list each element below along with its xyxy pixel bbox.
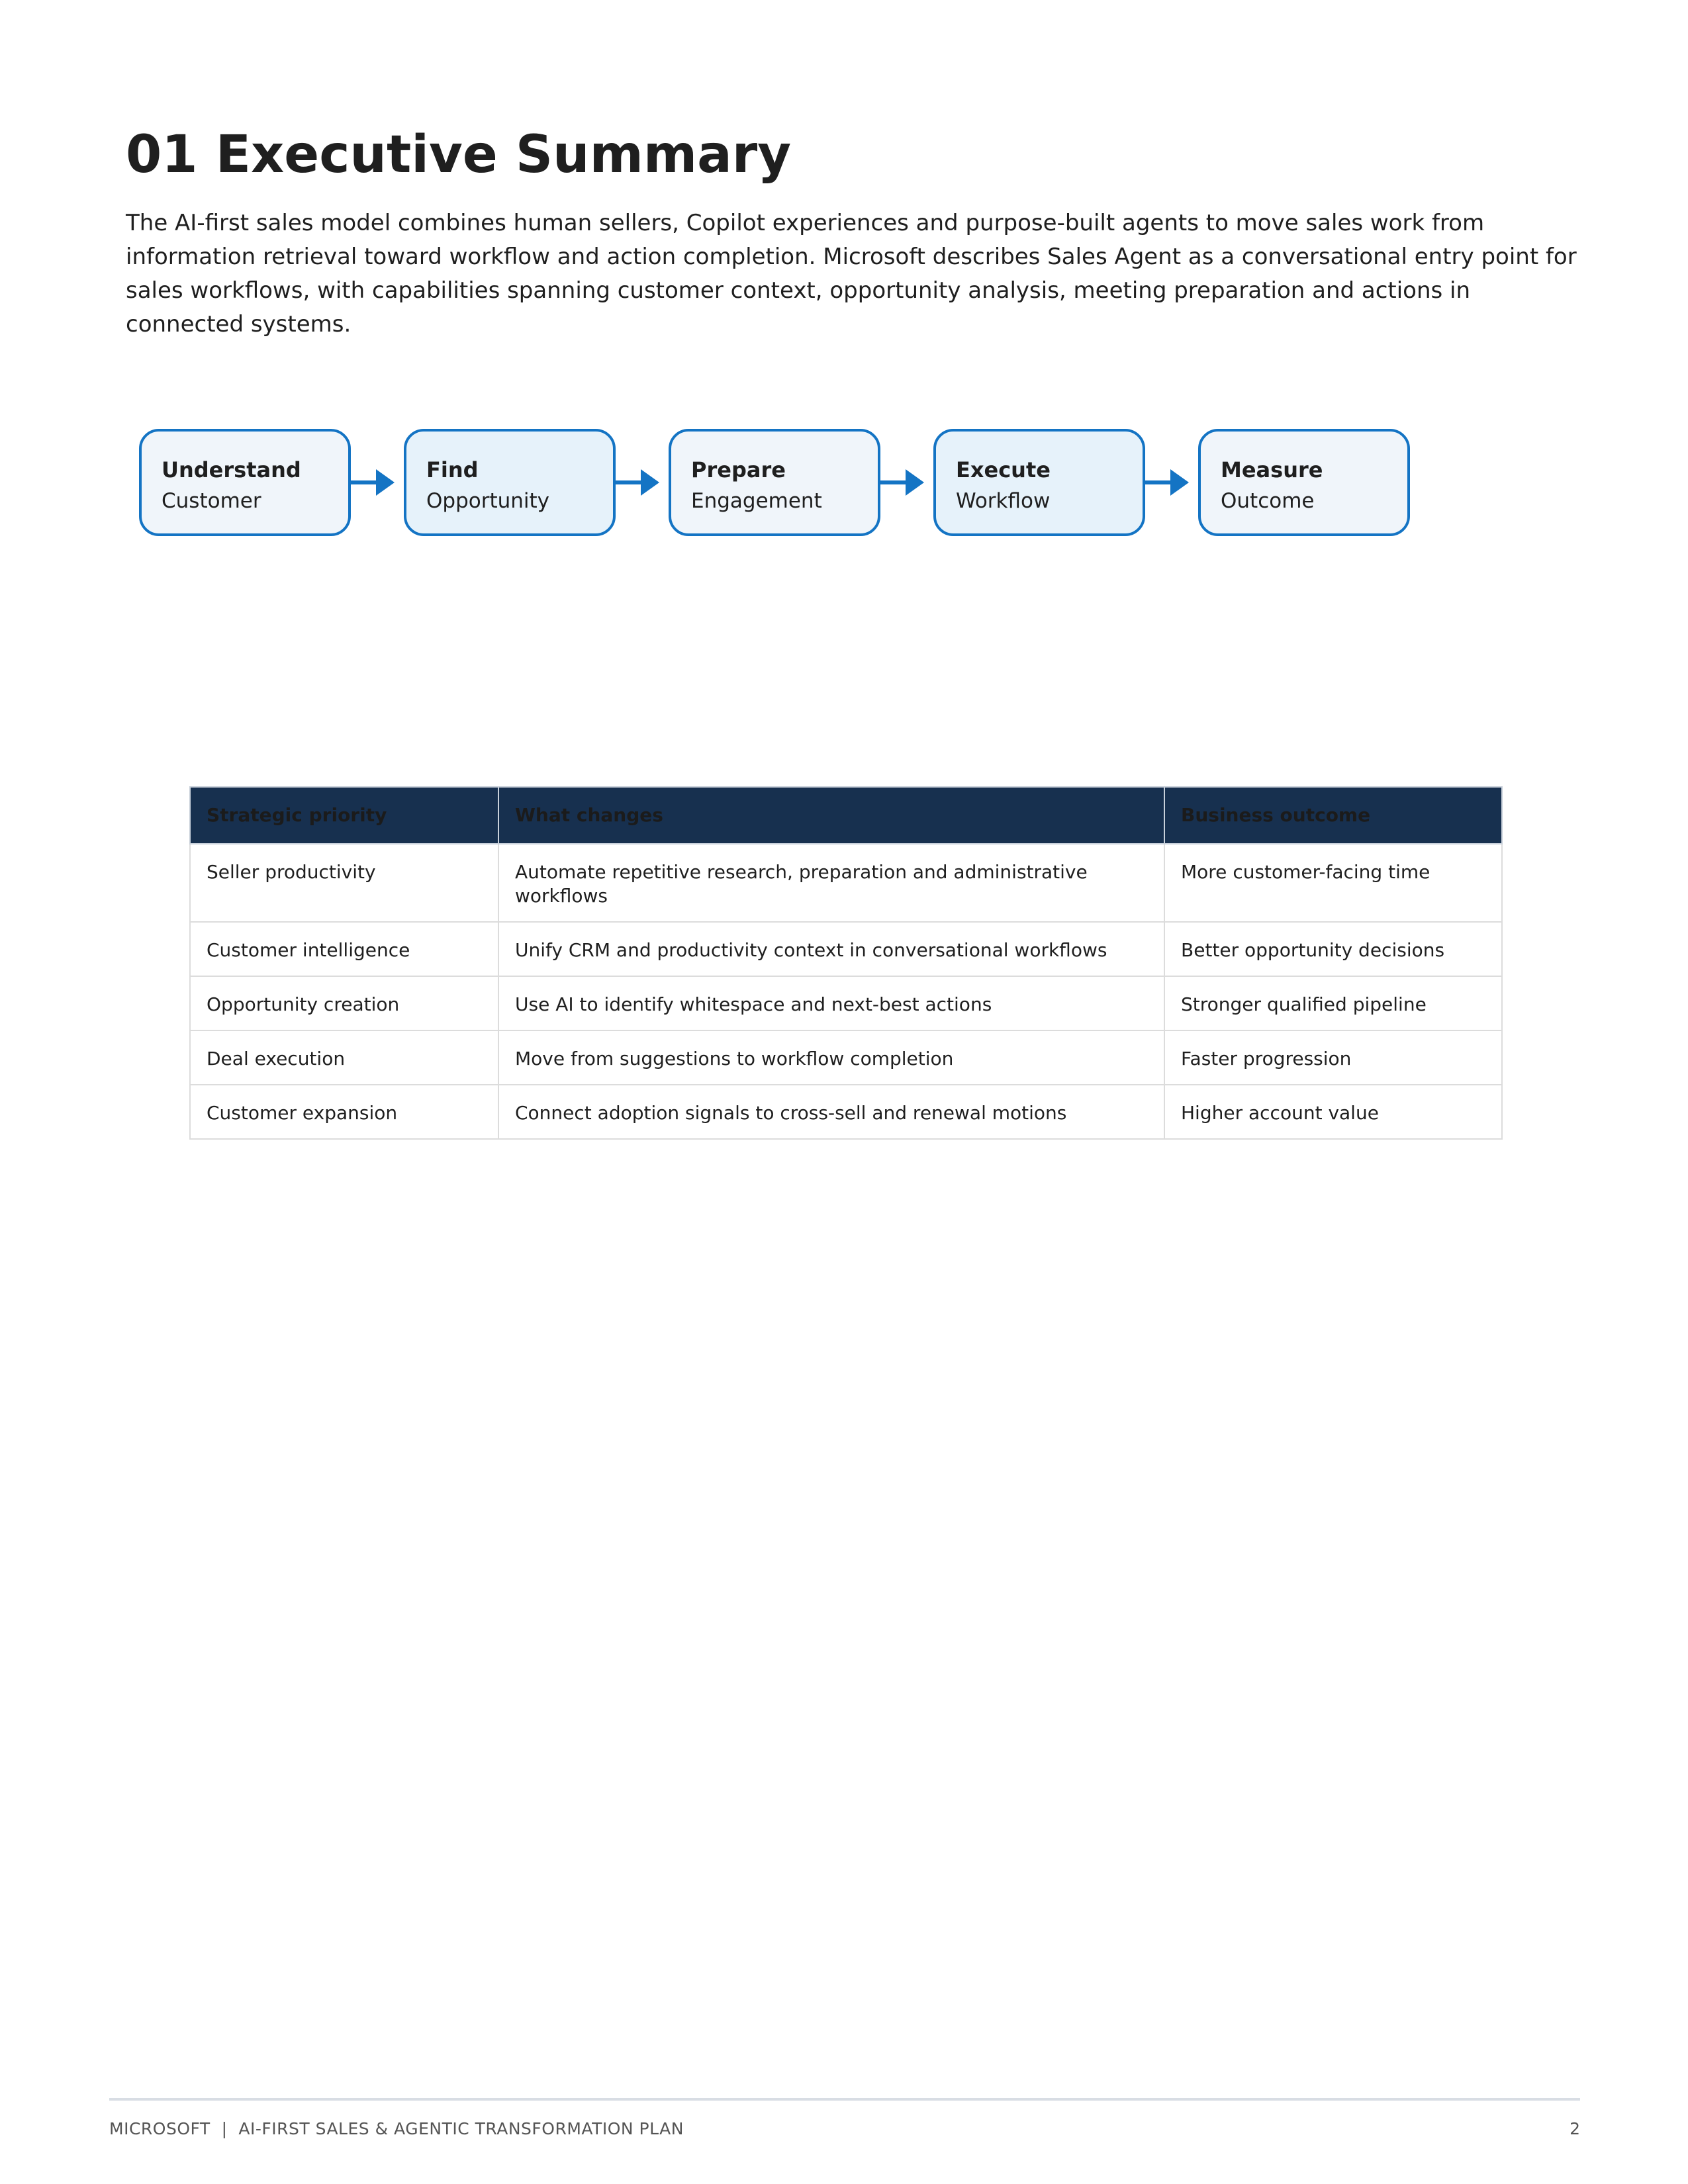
- table-cell: Higher account value: [1164, 1085, 1502, 1139]
- flow-step-measure: [1198, 429, 1410, 536]
- table-header-row: [190, 787, 1502, 844]
- table-cell: Use AI to identify whitespace and next-best actions: [498, 976, 1164, 1030]
- footer-text: MICROSOFT | AI-FIRST SALES & AGENTIC TRANSFORMATION PLAN: [109, 2119, 684, 2138]
- flow-step-understand: [139, 429, 351, 536]
- flow-step-title: Prepare: [691, 457, 786, 482]
- priorities-table: [189, 786, 1503, 1140]
- page-number: 2: [1570, 2119, 1580, 2138]
- flow-step-title: Measure: [1221, 457, 1323, 482]
- page-title: 01 Executive Summary: [126, 125, 792, 185]
- table-header-cell: Business outcome: [1164, 787, 1502, 844]
- table-cell: Opportunity creation: [190, 976, 498, 1030]
- table-row: [190, 922, 1502, 976]
- arrow-right-icon: [616, 463, 669, 502]
- table-cell: More customer-facing time: [1164, 844, 1502, 922]
- table-row: [190, 1030, 1502, 1085]
- arrow-right-icon: [351, 463, 404, 502]
- intro-paragraph: The AI-first sales model combines human sellers, Copilot experiences and purpose-built agents to move sales work from information retrieval toward workflow and action completion. Microsoft describes Sales Agent as a conversational entry point for sales workflows, with capabilities spanning customer context, opportunity analysis, meeting preparation and actions in connected systems.: [126, 210, 1577, 338]
- table-row: [190, 976, 1502, 1030]
- flow-step-find: [404, 429, 616, 536]
- flow-step-subtitle: Outcome: [1221, 489, 1315, 513]
- table-header-cell: Strategic priority: [190, 787, 498, 844]
- table-header-cell: What changes: [498, 787, 1164, 844]
- arrow-right-icon: [880, 463, 933, 502]
- flow-step-prepare: [669, 429, 880, 536]
- flow-step-subtitle: Customer: [162, 489, 261, 513]
- table-cell: Automate repetitive research, preparation and administrative workflows: [498, 844, 1164, 922]
- table-cell: Faster progression: [1164, 1030, 1502, 1085]
- arrow-right-icon: [1145, 463, 1198, 502]
- table-cell: Customer intelligence: [190, 922, 498, 976]
- table-cell: Unify CRM and productivity context in conversational workflows: [498, 922, 1164, 976]
- flow-step-title: Execute: [956, 457, 1051, 482]
- table-cell: Deal execution: [190, 1030, 498, 1085]
- table-cell: Connect adoption signals to cross-sell and renewal motions: [498, 1085, 1164, 1139]
- flow-step-title: Find: [426, 457, 479, 482]
- table-cell: Stronger qualified pipeline: [1164, 976, 1502, 1030]
- flow-step-execute: [933, 429, 1145, 536]
- table-row: [190, 844, 1502, 922]
- flow-step-subtitle: Opportunity: [426, 489, 550, 513]
- flow-step-title: Understand: [162, 457, 301, 482]
- flow-step-subtitle: Engagement: [691, 489, 822, 513]
- flow-step-subtitle: Workflow: [956, 489, 1051, 513]
- table-row: [190, 1085, 1502, 1139]
- table-cell: Customer expansion: [190, 1085, 498, 1139]
- table-cell: Better opportunity decisions: [1164, 922, 1502, 976]
- table-cell: Move from suggestions to workflow completion: [498, 1030, 1164, 1085]
- table-cell: Seller productivity: [190, 844, 498, 922]
- footer-divider: [109, 2098, 1580, 2101]
- process-flow: [139, 429, 1410, 536]
